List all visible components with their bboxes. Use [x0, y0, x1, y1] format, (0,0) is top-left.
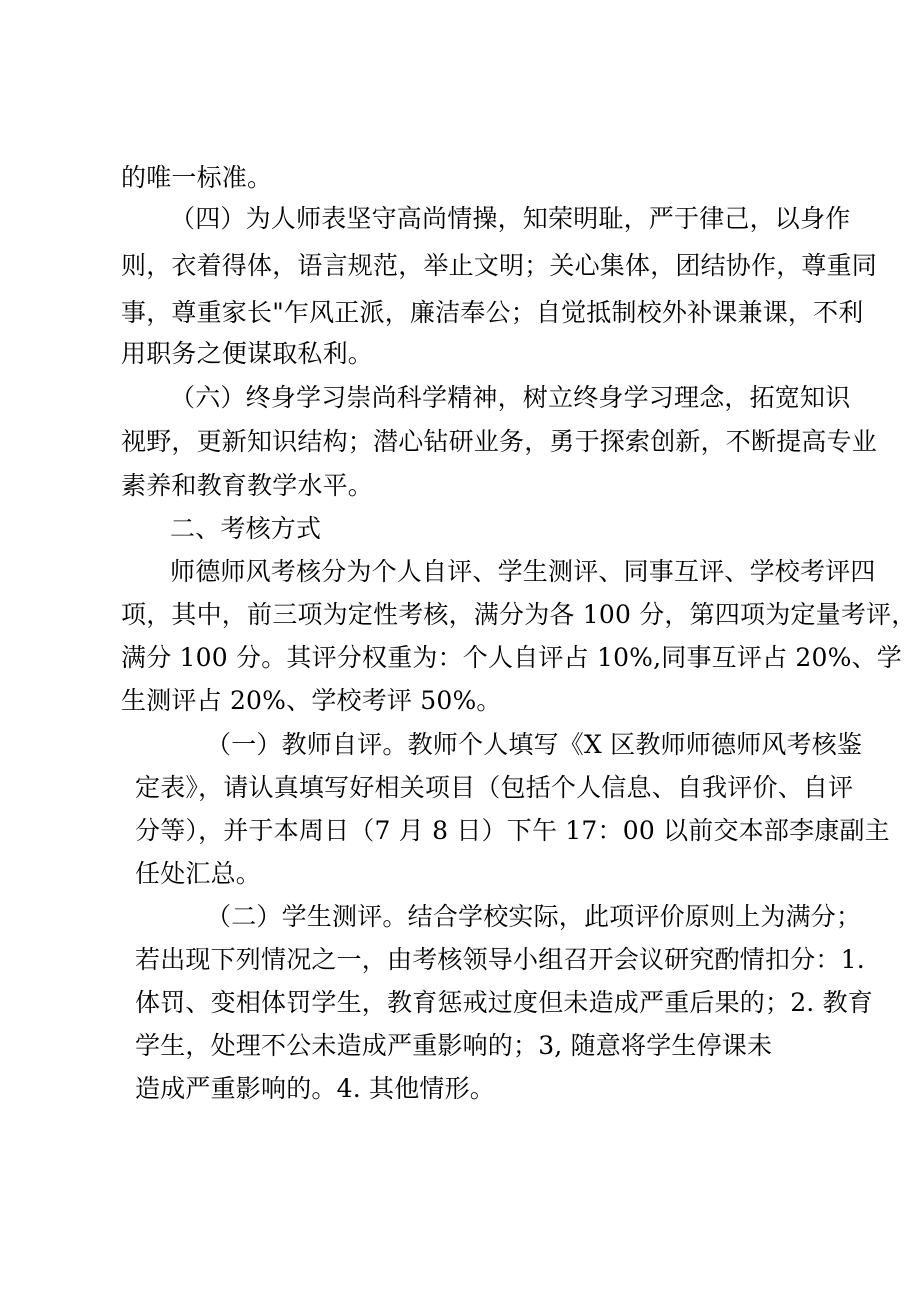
text-line: 若出现下列情况之一，由考核领导小组召开会议研究酌情扣分：1.: [135, 945, 865, 974]
text-line: （一）教师自评。教师个人填写《X 区教师师德师风考核鉴: [206, 730, 863, 759]
text-line: 分等），并于本周日（7 月 8 日）下午 17：00 以前交本部李康副主: [135, 816, 890, 845]
text-line: 体罚、变相体罚学生，教育惩戒过度但未造成严重后果的；2. 教育: [135, 988, 874, 1017]
text-line: 造成严重影响的。4. 其他情形。: [135, 1074, 496, 1103]
text-line: 任处汇总。: [135, 859, 262, 888]
text-line: 满分 100 分。其评分权重为：个人自评占 10%,同事互评占 20%、学: [121, 643, 902, 672]
text-line: 用职务之便谋取私利。: [121, 339, 374, 368]
text-line: 学生，处理不公未造成严重影响的；3, 随意将学生停课未: [135, 1031, 773, 1060]
text-line: 事，尊重家长"乍风正派，廉洁奉公；自觉抵制校外补课兼课，不利: [121, 298, 864, 327]
text-line: 的唯一标准。: [121, 163, 273, 192]
text-line: （六）终身学习崇尚科学精神，树立终身学习理念，拓宽知识: [170, 383, 851, 412]
text-line: 师德师风考核分为个人自评、学生测评、同事互评、学校考评四: [170, 557, 876, 586]
text-line: 定表》，请认真填写好相关项目（包括个人信息、自我评价、自评: [135, 773, 854, 802]
text-line: 素养和教育教学水平。: [121, 471, 374, 500]
text-line: 生测评占 20%、学校考评 50%。: [121, 686, 502, 715]
text-line: （四）为人师表坚守高尚情操，知荣明耻，严于律己，以身作: [170, 204, 851, 233]
text-line: （二）学生测评。结合学校实际，此项评价原则上为满分；: [206, 902, 862, 931]
section-heading: 二、考核方式: [170, 514, 322, 543]
text-line: 则，衣着得体，语言规范，举止文明；关心集体，团结协作，尊重同: [121, 251, 878, 280]
text-line: 项，其中，前三项为定性考核，满分为各 100 分，第四项为定量考评，: [121, 600, 917, 629]
text-line: 视野，更新知识结构；潜心钻研业务，勇于探索创新，不断提高专业: [121, 427, 878, 456]
